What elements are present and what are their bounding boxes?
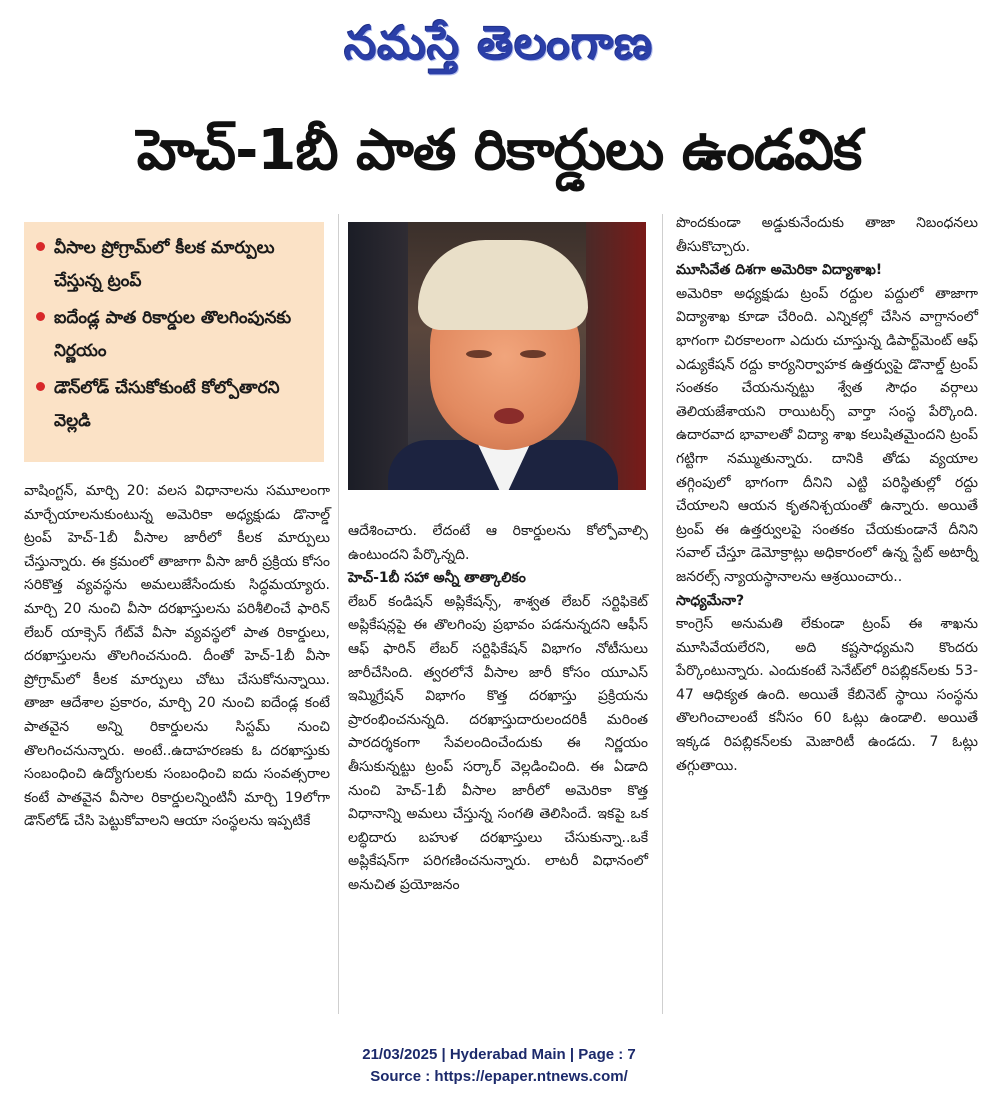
- column-divider: [662, 214, 663, 1014]
- highlight-item: [36, 302, 316, 368]
- newspaper-masthead: నమస్తే తెలంగాణ: [344, 16, 654, 70]
- article-paragraph: వాషింగ్టన్, మార్చి 20: వలస విధానాలను సమూలంగా మార్చేయాలనుకుంటున్న అమెరికా అధ్యక్షుడు డొనాల్డ్ ట్రంప్ హెచ్-1బీ వీసాల జారీలో కీలక మార్పులు చేస్తున్నారు. ఈ క్రమంలో తాజాగా వీసా జారీ ప్రక్రియ కోసం సరికొత్త వ్యవస్థను అమలుజేసేందుకు సిద్ధమయ్యారు. మార్చి 20 నుంచి వీసా దరఖాస్తులను పరిశీలించే ఫారిన్ లేబర్ యాక్సెస్ గేట్‌వే వీసా వ్యవస్థలో పాత రికార్డులు, దరఖాస్తులను తొలగించనుంది. దీంతో హెచ్-1బీ వీసా ప్రోగ్రామ్‌లో కీలక మార్పులు చోటు చేసుకోనున్నాయి. తాజా ఆదేశాల ప్రకారం, మార్చి 20 నుంచి ఐదేండ్ల కంటే పాతవైన అన్ని రికార్డులను సిస్టమ్ నుంచి తొలగించనున్నారు. అంటే..ఉదాహరణకు ఓ దరఖాస్తుకు సంబంధించి ఉద్యోగులకు సంబంధించి ఐదు సంవత్సరాల కంటే పాతవైన వీసాల రికార్డులన్నింటినీ మార్చి 19లోగా డౌన్‌లోడ్ చేసి పెట్టుకోవాలని ఆయా సంస్థలను ఇప్పటికే: [24, 483, 330, 830]
- highlight-text: వీసాల ప్రోగ్రామ్‌లో కీలక మార్పులు చేస్తున్న ట్రంప్: [54, 238, 275, 291]
- article-subhead: మూసివేత దిశగా అమెరికా విద్యాశాఖ!: [676, 262, 883, 279]
- article-column-3: [676, 212, 978, 778]
- article-paragraph: అమెరికా అధ్యక్షుడు ట్రంప్ రద్దుల పద్దులో తాజాగా విద్యాశాఖ కూడా చేరింది. ఎన్నికల్లో చేసిన వాగ్దానంలో భాగంగా చిరకాలంగా ఎదురు చూస్తున్న డిపార్ట్‌మెంట్ ఆఫ్ ఎడ్యుకేషన్ రద్దు కార్యనిర్వాహక ఉత్తర్వుపై డొనాల్డ్ ట్రంప్ సంతకం చేయనున్నట్టు శ్వేత సౌధం వర్గాలు తెలియజేశాయని రాయిటర్స్ వార్తా సంస్థ పేర్కొంది. ఉదారవాద భావాలతో విద్యా శాఖ కలుషితమైందని ట్రంప్ గట్టిగా నమ్ముతున్నారు. దానికి తోడు వ్యయాల తగ్గింపులో భాగంగా దీనిని ఎట్టి పరిస్థితుల్లో రద్దు చేయాలని ఆయన కృతనిశ్చయంతో ఉన్నారు. అయితే ట్రంప్ ఈ ఉత్తర్వులపై సంతకం చేయకుండానే దీనిని సవాల్ చేస్తూ డెమోక్రాట్లు అధికారంలో ఉన్న స్టేట్ అటార్నీ జనరల్స్ న్యాయస్థానాలను ఆశ్రయించారు..: [676, 285, 978, 585]
- bullet-icon: [36, 312, 45, 321]
- highlight-text: డౌన్‌లోడ్ చేసుకోకుంటే కోల్పోతారని వెల్లడి: [54, 378, 280, 431]
- article-column-1: [24, 480, 330, 834]
- article-subhead: సాధ్యమేనా?: [676, 592, 745, 609]
- article-paragraph: పొందకుండా అడ్డుకునేందుకు తాజా నిబంధనలు తీసుకొచ్చారు.: [676, 215, 978, 255]
- article-paragraph: కాంగ్రెస్ అనుమతి లేకుండా ట్రంప్ ఈ శాఖను మూసివేయలేరని, అది కష్టసాధ్యమని కొందరు పేర్కొంటున్నారు. ఎందుకంటే సెనేట్‌లో రిపబ్లికన్‌లకు 53-47 ఆధిక్యత ఉంది. అయితే కేబినెట్ స్థాయి సంస్థను తొలగించాలంటే కనీసం 60 ఓట్లు ఉండాలి. అయితే ఇక్కడ రిపబ్లికన్‌లకు మెజారిటీ ఉండదు. 7 ఓట్లు తగ్గుతాయి.: [676, 616, 978, 774]
- highlight-item: [36, 372, 316, 438]
- hair-shape: [418, 240, 588, 330]
- footer-source: Source : https://epaper.ntnews.com/: [370, 1068, 628, 1085]
- trump-photo: [348, 222, 646, 490]
- bullet-icon: [36, 242, 45, 251]
- article-paragraph: ఆదేశించారు. లేదంటే ఆ రికార్డులను కోల్పోవాల్సి ఉంటుందని పేర్కొన్నది.: [348, 523, 648, 563]
- highlight-item: [36, 232, 316, 298]
- footer-date-edition: 21/03/2025 | Hyderabad Main | Page : 7: [362, 1046, 636, 1063]
- article-column-2: [348, 520, 648, 898]
- article-subhead: హెచ్-1బీ సహా అన్నీ తాత్కాలికం: [348, 570, 526, 587]
- mouth-shape: [494, 408, 524, 424]
- article-paragraph: లేబర్ కండిషన్ అప్లికేషన్స్, శాశ్వత లేబర్ సర్టిఫికెట్ అప్లికేషన్లపై ఈ తొలగింపు ప్రభావం పడనున్నదని ఆఫీస్ ఆఫ్ ఫారిన్ లేబర్ సర్టిఫికేషన్ విభాగం నోటీసులు జారీచేసింది. త్వరలోనే వీసాల జారీ కోసం యూఎస్ ఇమ్మిగ్రేషన్ విభాగం కొత్త దరఖాస్తు ప్రక్రియను ప్రారంభించనున్నది. దరఖాస్తుదారులందరికీ మరింత పారదర్శకంగా సేవలందించేందుకు ఈ నిర్ణయం తీసుకున్నట్టు ట్రంప్ సర్కార్ వెల్లడించింది. ఈ ఏడాది నుంచి హెచ్-1బీ వీసాల జారీలో అమెరికా కొత్త విధానాన్ని అమలు చేస్తున్న సంగతి తెలిసిందే. ఇకపై ఒక లబ్ధిదారు బహుళ దరఖాస్తులు చేసుకున్నా..ఒకే అప్లికేషన్‌గా పరిగణించనున్నారు. లాటరీ విధానంలో అనుచిత ప్రయోజనం: [348, 593, 648, 893]
- photo-background: [348, 222, 408, 490]
- bullet-icon: [36, 382, 45, 391]
- highlights-box: [24, 222, 324, 462]
- column-divider: [338, 214, 339, 1014]
- article-headline: హెచ్-1బీ పాత రికార్డులు ఉండవిక: [136, 118, 862, 183]
- eye-shape: [520, 350, 546, 358]
- highlight-text: ఐదేండ్ల పాత రికార్డుల తొలగింపునకు నిర్ణయం: [54, 308, 292, 361]
- eye-shape: [466, 350, 492, 358]
